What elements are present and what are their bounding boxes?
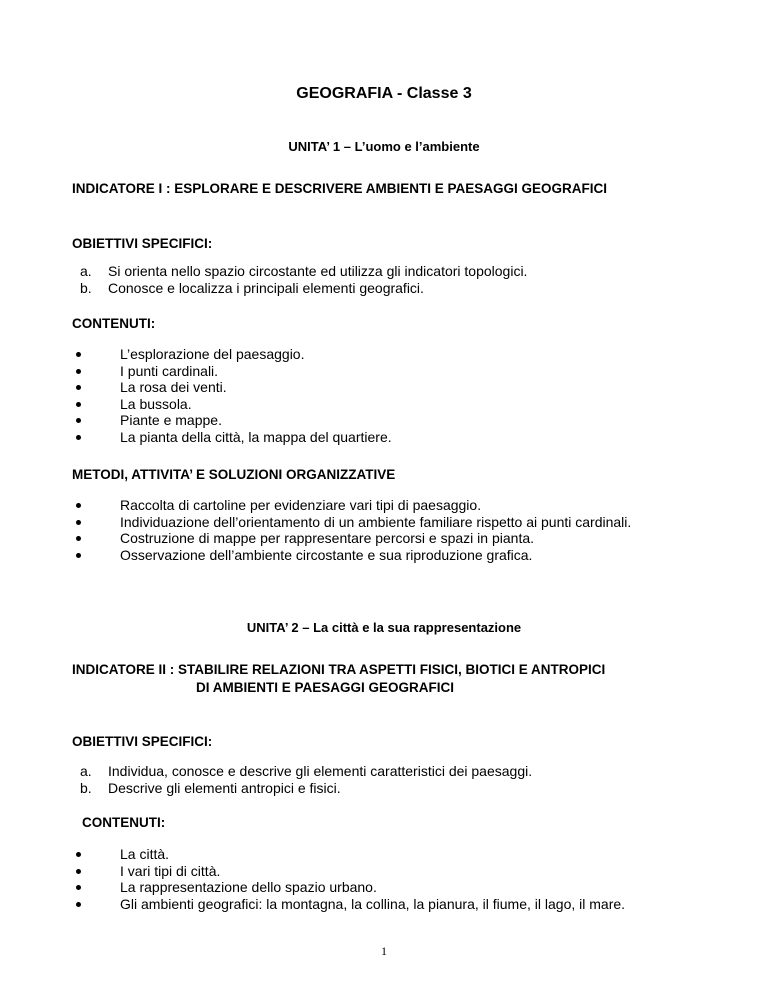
unit1-indicatore: INDICATORE I : ESPLORARE E DESCRIVERE AMBIENTI E PAESAGGI GEOGRAFICI bbox=[72, 181, 608, 196]
unit1-heading: UNITA’ 1 – L’uomo e l’ambiente bbox=[288, 139, 480, 154]
list-item: La città. bbox=[72, 846, 625, 863]
list-item: La pianta della città, la mappa del quartiere. bbox=[72, 429, 392, 446]
page-number: 1 bbox=[381, 944, 387, 958]
list-item: b. Descrive gli elementi antropici e fisici. bbox=[80, 780, 341, 796]
list-item: Individuazione dell’orientamento di un ambiente familiare rispetto ai punti cardinali. bbox=[72, 514, 631, 531]
list-item: a. Individua, conosce e descrive gli elementi caratteristici dei paesaggi. bbox=[80, 763, 533, 779]
list-item: b. Conosce e localizza i principali elementi geografici. bbox=[80, 280, 424, 296]
unit2-contenuti-list bbox=[72, 846, 625, 912]
list-item: La rosa dei venti. bbox=[72, 379, 392, 396]
unit2-heading: UNITA’ 2 – La città e la sua rappresentazione bbox=[246, 620, 522, 635]
unit1-contenuti-list bbox=[72, 346, 392, 445]
list-item: a. Si orienta nello spazio circostante ed utilizza gli indicatori topologici. bbox=[80, 263, 528, 279]
list-item: Piante e mappe. bbox=[72, 412, 392, 429]
unit1-contenuti-label: CONTENUTI: bbox=[72, 316, 156, 331]
list-item: I punti cardinali. bbox=[72, 363, 392, 380]
unit2-indicatore-line1: INDICATORE II : STABILIRE RELAZIONI TRA ASPETTI FISICI, BIOTICI E ANTROPICI bbox=[72, 662, 606, 677]
list-item: La rappresentazione dello spazio urbano. bbox=[72, 879, 625, 896]
unit1-metodi-list bbox=[72, 497, 631, 563]
unit2-contenuti-label: CONTENUTI: bbox=[82, 815, 166, 830]
list-item: Costruzione di mappe per rappresentare percorsi e spazi in pianta. bbox=[72, 530, 631, 547]
unit2-obiettivi-label: OBIETTIVI SPECIFICI: bbox=[72, 734, 213, 749]
unit1-obiettivi-list bbox=[72, 263, 527, 297]
list-item: L’esplorazione del paesaggio. bbox=[72, 346, 392, 363]
list-item: La bussola. bbox=[72, 396, 392, 413]
list-item: Raccolta di cartoline per evidenziare vari tipi di paesaggio. bbox=[72, 497, 631, 514]
page-title: GEOGRAFIA - Classe 3 bbox=[296, 85, 472, 102]
unit1-metodi-label: METODI, ATTIVITA’ E SOLUZIONI ORGANIZZATIVE bbox=[72, 467, 396, 482]
unit2-obiettivi-list bbox=[72, 763, 532, 797]
list-item: I vari tipi di città. bbox=[72, 863, 625, 880]
list-item: Osservazione dell’ambiente circostante e sua riproduzione grafica. bbox=[72, 547, 631, 564]
unit2-indicatore-line2: DI AMBIENTI E PAESAGGI GEOGRAFICI bbox=[196, 680, 455, 695]
list-item: Gli ambienti geografici: la montagna, la collina, la pianura, il fiume, il lago, il mare. bbox=[72, 896, 625, 913]
unit1-obiettivi-label: OBIETTIVI SPECIFICI: bbox=[72, 236, 213, 251]
